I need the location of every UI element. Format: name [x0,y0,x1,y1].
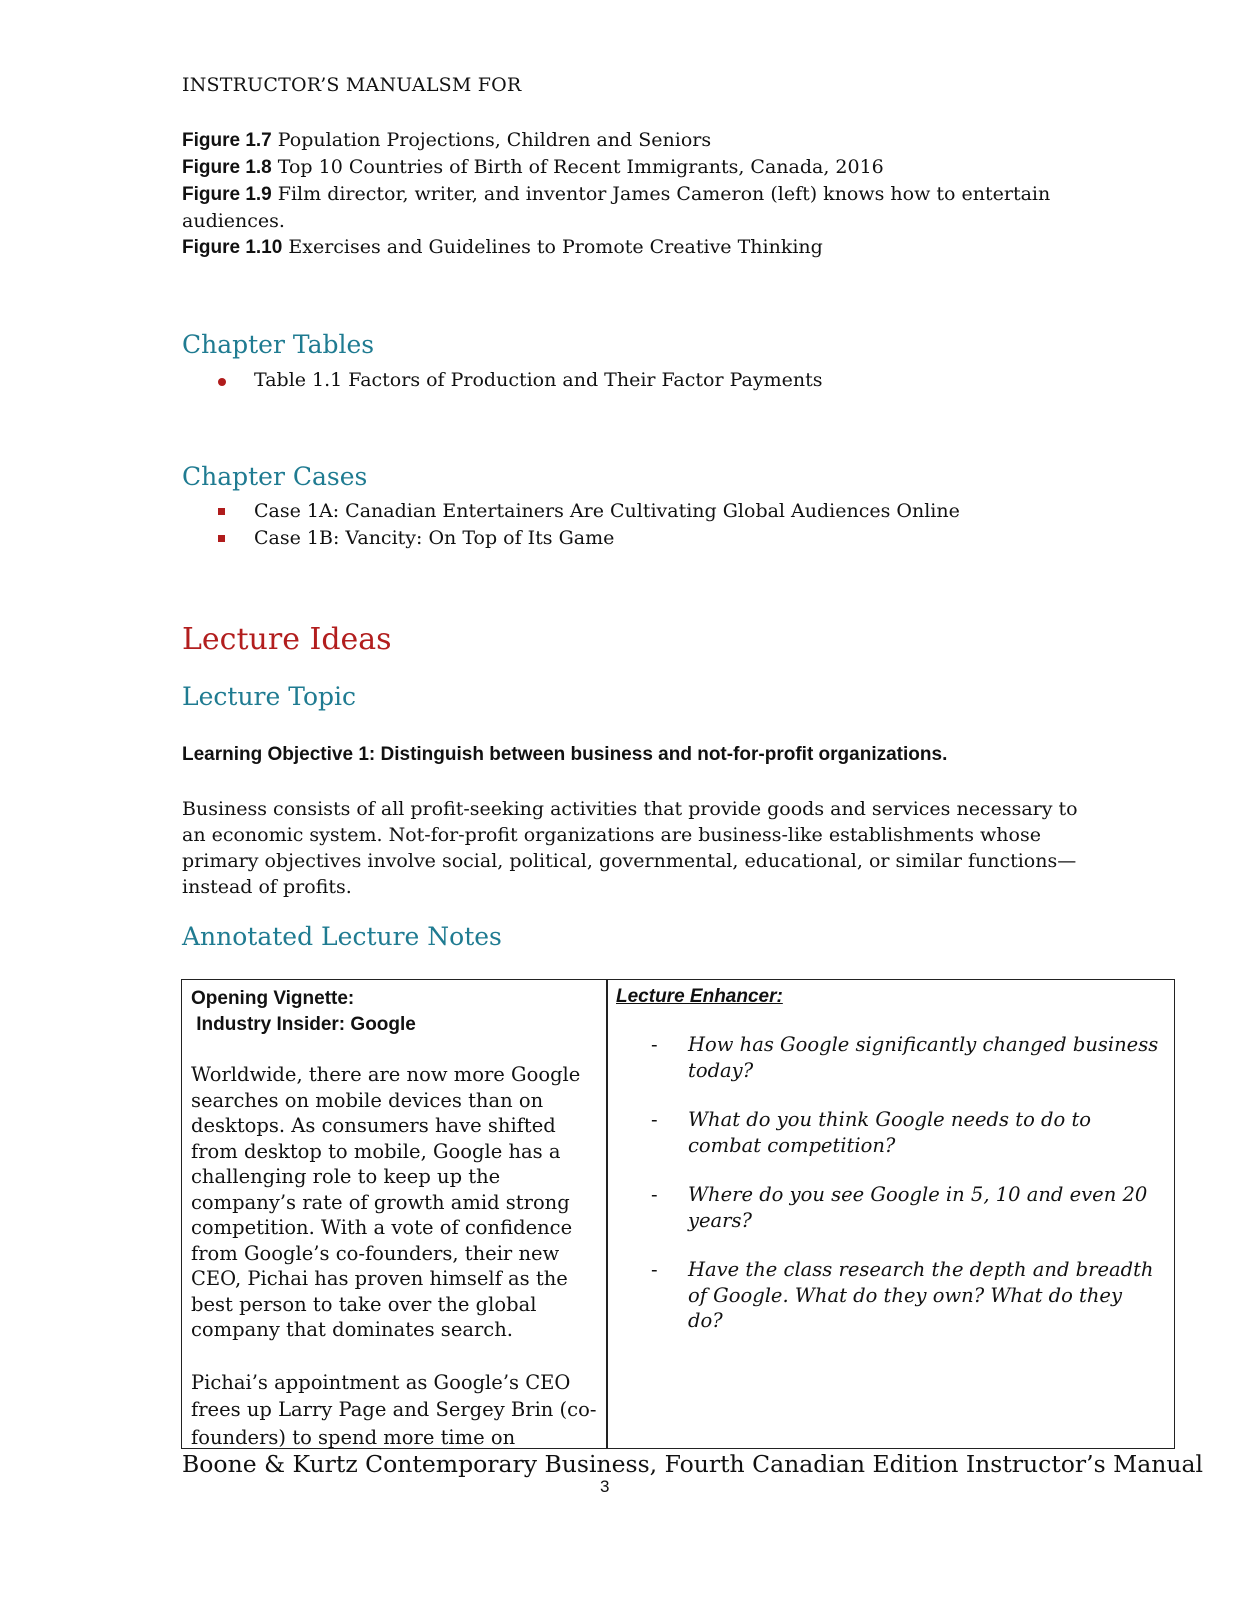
figure-list [182,127,1062,261]
bullet-dot-icon [218,378,226,386]
table-column-divider [606,980,608,1448]
page-footer: Boone & Kurtz Contemporary Business, Fourth Canadian Edition Instructor’s Manual [182,1450,1204,1478]
enhancer-question [616,1107,1161,1158]
lecture-notes-table [181,979,1175,1449]
figure-caption: Population Projections, Children and Seniors [277,129,712,151]
list-item-text: Case 1A: Canadian Entertainers Are Cultivating Global Audiences Online [254,500,960,522]
business-paragraph: Business consists of all profit-seeking activities that provide goods and services necessary to an economic system. Not-for-profit organizations are business-like establishments whose primary objectives involve social, political, governmental, educational, or similar functions—instead of profits. [182,798,1078,898]
dash-bullet: - [651,1033,658,1056]
dash-bullet: - [651,1108,658,1131]
figure-label: Figure 1.8 [182,157,272,178]
figure-caption: Top 10 Countries of Birth of Recent Immigrants, Canada, 2016 [277,156,884,178]
vignette-title: Opening Vignette: [191,988,355,1009]
vignette-paragraph: Worldwide, there are now more Google searches on mobile devices than on desktops. As consumers have shifted from desktop to mobile, Google has a challenging role to keep up the company’s rate of growth amid strong competition. With a vote of confidence from Google’s co-founders, their new CEO, Pichai has proven himself as the best person to take over the global company that dominates search. [191,1063,581,1341]
figure-label: Figure 1.7 [182,130,272,151]
page-number: 3 [600,1477,610,1496]
page-header: INSTRUCTOR’S MANUALSM FOR [182,74,522,96]
list-item [182,367,1082,394]
question-text: How has Google significantly changed business today? [688,1033,1159,1082]
list-item [182,498,1082,525]
vignette-subtitle: Industry Insider: Google [191,1013,416,1035]
lecture-enhancer-cell [616,986,1161,1358]
list-item-text: Table 1.1 Factors of Production and Their Factor Payments [254,369,823,391]
dash-bullet: - [651,1258,658,1281]
chapter-tables-heading: Chapter Tables [182,330,375,359]
figure-item [182,181,1062,234]
chapter-cases-heading: Chapter Cases [182,462,368,491]
learning-objective: Learning Objective 1: Distinguish between business and not-for-profit organizations. [182,744,948,765]
figure-caption: Film director, writer, and inventor James Cameron (left) knows how to entertain audiences. [182,183,1051,232]
figure-caption: Exercises and Guidelines to Promote Creative Thinking [288,236,823,258]
opening-vignette-cell [191,986,601,1449]
bullet-square-icon [218,508,225,515]
figure-item [182,154,1062,181]
annotated-lecture-notes-heading: Annotated Lecture Notes [182,922,502,951]
figure-item [182,127,1062,154]
question-text: What do you think Google needs to do to combat competition? [688,1108,1092,1157]
list-item [182,525,1082,552]
bullet-square-icon [218,535,225,542]
list-item-text: Case 1B: Vancity: On Top of Its Game [254,527,615,549]
enhancer-question [616,1257,1161,1334]
lecture-enhancer-title: Lecture Enhancer: [616,986,783,1007]
enhancer-question [616,1182,1161,1233]
chapter-tables-list [182,367,1082,394]
question-text: Where do you see Google in 5, 10 and even 20 years? [688,1183,1148,1232]
dash-bullet: - [651,1183,658,1206]
enhancer-question-list [616,1032,1161,1334]
lecture-topic-heading: Lecture Topic [182,682,357,711]
question-text: Have the class research the depth and breadth of Google. What do they own? What do they do? [688,1258,1154,1332]
figure-label: Figure 1.10 [182,237,283,258]
lecture-ideas-heading: Lecture Ideas [182,622,392,657]
enhancer-question [616,1032,1161,1083]
figure-item [182,234,1062,261]
chapter-cases-list [182,498,1082,552]
vignette-paragraph: Pichai’s appointment as Google’s CEO frees up Larry Page and Sergey Brin (co-founders) to spend more time on [191,1370,597,1449]
figure-label: Figure 1.9 [182,184,272,205]
